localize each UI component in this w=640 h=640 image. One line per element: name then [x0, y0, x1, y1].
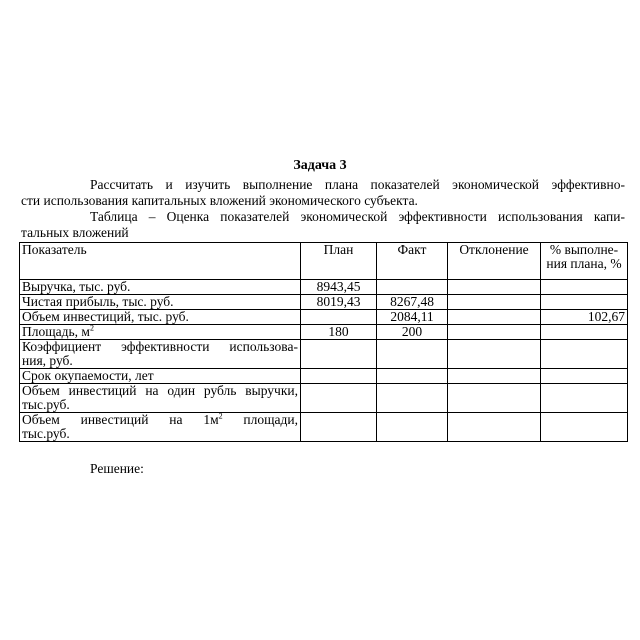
row-name [20, 325, 301, 340]
cell-percent [541, 280, 628, 295]
task-description-line-1: Рассчитать и изучить выполнение плана показателей экономической эффективно- [90, 177, 625, 192]
table-row [20, 310, 628, 325]
row-name-superscript: 2 [89, 324, 94, 333]
row-name-line-2: ния, руб. [22, 353, 73, 368]
cell-percent: 102,67 [541, 310, 628, 325]
table-caption-line-1: Таблица – Оценка показателей экономической эффективности использования капи- [90, 209, 625, 224]
cell-deviation [448, 280, 541, 295]
cell-deviation [448, 325, 541, 340]
task-description [21, 177, 625, 209]
row-name: Выручка, тыс. руб. [20, 280, 301, 295]
task-description-line-2: сти использования капитальных вложений экономического субъекта. [21, 193, 418, 208]
table-header-row [20, 243, 628, 280]
table-row [20, 325, 628, 340]
cell-plan [301, 384, 377, 413]
indicators-table [19, 242, 628, 442]
cell-fact [377, 384, 448, 413]
cell-deviation [448, 340, 541, 369]
cell-deviation [448, 310, 541, 325]
row-name-superscript: 2 [218, 412, 223, 421]
cell-fact [377, 280, 448, 295]
cell-percent [541, 295, 628, 310]
cell-plan [301, 413, 377, 442]
table-caption [21, 209, 625, 241]
header-percent [541, 243, 628, 280]
cell-deviation [448, 413, 541, 442]
header-indicator: Показатель [20, 243, 301, 280]
row-name [20, 413, 301, 442]
row-name: Чистая прибыль, тыс. руб. [20, 295, 301, 310]
cell-fact: 200 [377, 325, 448, 340]
table-row [20, 369, 628, 384]
table-row [20, 384, 628, 413]
cell-fact [377, 340, 448, 369]
cell-deviation [448, 384, 541, 413]
cell-fact: 2084,11 [377, 310, 448, 325]
header-deviation: Отклонение [448, 243, 541, 280]
row-name [20, 384, 301, 413]
row-name-line-1: Объем инвестиций на один рубль выручки, [22, 383, 298, 398]
cell-plan [301, 310, 377, 325]
cell-percent [541, 340, 628, 369]
table-row [20, 413, 628, 442]
row-name-line-1 [22, 413, 298, 427]
cell-percent [541, 384, 628, 413]
cell-deviation [448, 369, 541, 384]
row-name [20, 340, 301, 369]
cell-plan: 8019,43 [301, 295, 377, 310]
header-percent-line-1: % выполне- [549, 242, 619, 257]
cell-percent [541, 369, 628, 384]
cell-fact [377, 369, 448, 384]
row-name-line-2: тыс.руб. [22, 397, 70, 412]
table-row [20, 280, 628, 295]
cell-plan: 8943,45 [301, 280, 377, 295]
cell-plan [301, 340, 377, 369]
row-name-line-1: Коэффициент эффективности использова- [22, 339, 298, 354]
row-name: Объем инвестиций, тыс. руб. [20, 310, 301, 325]
header-percent-line-2: ния плана, % [546, 256, 622, 271]
cell-deviation [448, 295, 541, 310]
row-name: Срок окупаемости, лет [20, 369, 301, 384]
row-name-line-2: тыс.руб. [22, 426, 70, 441]
cell-percent [541, 413, 628, 442]
header-plan: План [301, 243, 377, 280]
row-name-line-1-tail: площади, [222, 412, 298, 427]
task-title: Задача 3 [293, 158, 347, 173]
table-row [20, 340, 628, 369]
header-fact: Факт [377, 243, 448, 280]
cell-plan: 180 [301, 325, 377, 340]
row-name-text: Площадь, м [22, 324, 90, 339]
table-caption-line-2: тальных вложений [21, 225, 129, 240]
cell-fact: 8267,48 [377, 295, 448, 310]
cell-plan [301, 369, 377, 384]
row-name-line-1-text: Объем инвестиций на 1м [22, 412, 219, 427]
cell-fact [377, 413, 448, 442]
table-row [20, 295, 628, 310]
cell-percent [541, 325, 628, 340]
solution-label: Решение: [90, 461, 144, 476]
